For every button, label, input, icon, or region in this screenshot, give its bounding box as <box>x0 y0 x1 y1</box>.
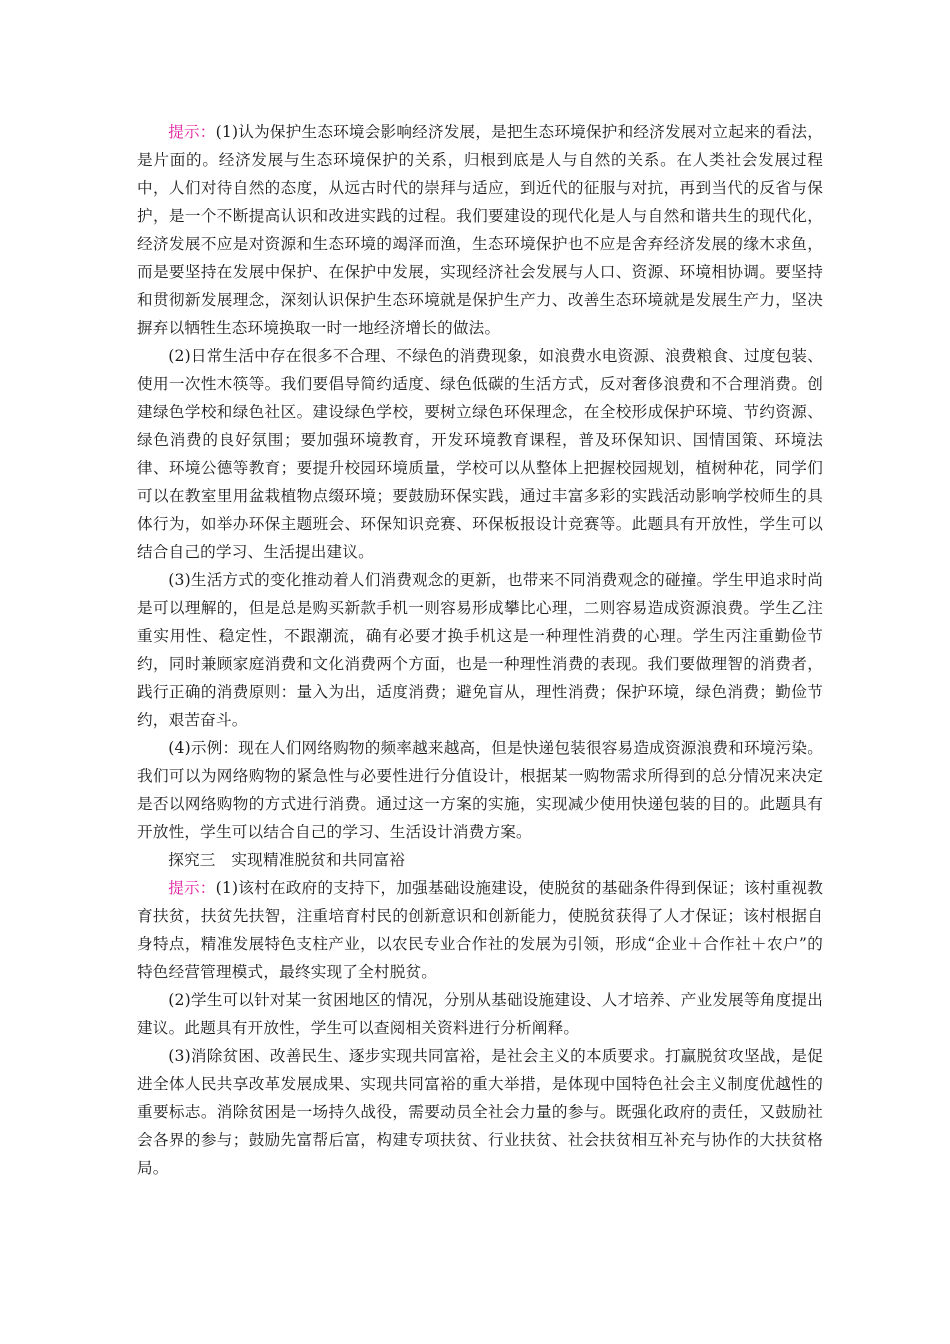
answer-paragraph-2: (2)日常生活中存在很多不合理、不绿色的消费现象，如浪费水电资源、浪费粮食、过度包装、使用一次性木筷等。我们要倡导简约适度、绿色低碳的生活方式，反对奢侈浪费和不合理消费。创建绿色学校和绿色社区。建设绿色学校，要树立绿色环保理念，在全校形成保护环境、节约资源、绿色消费的良好氛围；要加强环境教育，开发环境教育课程，普及环保知识、国情国策、环境法律、环境公德等教育；要提升校园环境质量，学校可以从整体上把握校园规划，植树种花，同学们可以在教室里用盆栽植物点缀环境；要鼓励环保实践，通过丰富多彩的实践活动影响学校师生的具体行为，如举办环保主题班会、环保知识竞赛、环保板报设计竞赛等。此题具有开放性，学生可以结合自己的学习、生活提出建议。 <box>137 347 823 561</box>
section-heading: 探究三 实现精准脱贫和共同富裕 <box>168 851 406 869</box>
answer-paragraph-6: (2)学生可以针对某一贫困地区的情况，分别从基础设施建设、人才培养、产业发展等角度提出建议。此题具有开放性，学生可以查阅相关资料进行分析阐释。 <box>137 991 823 1037</box>
hint-label: 提示： <box>168 879 216 897</box>
answer-paragraph-3: (3)生活方式的变化推动着人们消费观念的更新，也带来不同消费观念的碰撞。学生甲追求时尚是可以理解的，但是总是购买新款手机一则容易形成攀比心理，二则容易造成资源浪费。学生乙注重实用性、稳定性，不跟潮流，确有必要才换手机这是一种理性消费的心理。学生丙注重勤俭节约，同时兼顾家庭消费和文化消费两个方面，也是一种理性消费的表现。我们要做理智的消费者，践行正确的消费原则：量入为出，适度消费；避免盲从，理性消费；保护环境，绿色消费；勤俭节约，艰苦奋斗。 <box>137 571 823 729</box>
hint-label: 提示： <box>168 123 216 141</box>
answer-paragraph-5 <box>137 874 823 986</box>
answer-paragraph-1 <box>137 118 823 342</box>
answer-text: (1)认为保护生态环境会影响经济发展，是把生态环境保护和经济发展对立起来的看法，是片面的。经济发展与生态环境保护的关系，归根到底是人与自然的关系。在人类社会发展过程中，人们对待自然的态度，从远古时代的崇拜与适应，到近代的征服与对抗，再到当代的反省与保护，是一个不断提高认识和改进实践的过程。我们要建设的现代化是人与自然和谐共生的现代化，经济发展不应是对资源和生态环境的竭泽而渔，生态环境保护也不应是舍弃经济发展的缘木求鱼，而是要坚持在发展中保护、在保护中发展，实现经济社会发展与人口、资源、环境相协调。要坚持和贯彻新发展理念，深刻认识保护生态环境就是保护生产力、改善生态环境就是发展生产力，坚决摒弃以牺牲生态环境换取一时一地经济增长的做法。 <box>137 123 823 337</box>
document-body <box>137 118 823 1182</box>
answer-paragraph-7: (3)消除贫困、改善民生、逐步实现共同富裕，是社会主义的本质要求。打赢脱贫攻坚战，是促进全体人民共享改革发展成果、实现共同富裕的重大举措，是体现中国特色社会主义制度优越性的重要标志。消除贫困是一场持久战役，需要动员全社会力量的参与。既强化政府的责任，又鼓励社会各界的参与；鼓励先富帮后富，构建专项扶贫、行业扶贫、社会扶贫相互补充与协作的大扶贫格局。 <box>137 1047 823 1177</box>
answer-text: (1)该村在政府的支持下，加强基础设施建设，使脱贫的基础条件得到保证；该村重视教育扶贫，扶贫先扶智，注重培育村民的创新意识和创新能力，使脱贫获得了人才保证；该村根据自身特点，精准发展特色支柱产业，以农民专业合作社的发展为引领，形成“企业＋合作社＋农户”的特色经营管理模式，最终实现了全村脱贫。 <box>137 879 823 981</box>
answer-paragraph-4: (4)示例：现在人们网络购物的频率越来越高，但是快递包装很容易造成资源浪费和环境污染。我们可以为网络购物的紧急性与必要性进行分值设计，根据某一购物需求所得到的总分情况来决定是否以网络购物的方式进行消费。通过这一方案的实施，实现减少使用快递包装的目的。此题具有开放性，学生可以结合自己的学习、生活设计消费方案。 <box>137 739 823 841</box>
